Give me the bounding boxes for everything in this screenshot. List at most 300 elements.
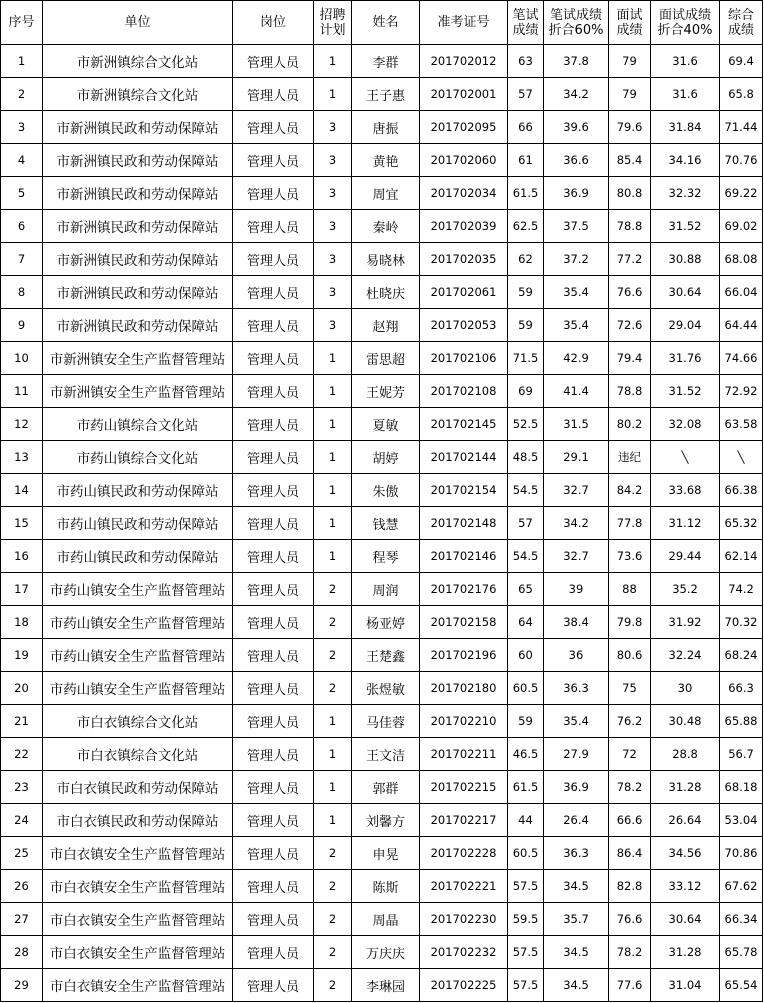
exam-id-cell: 201702060 (420, 144, 508, 177)
table-row (1, 474, 763, 507)
position-cell: 管理人员 (233, 672, 314, 705)
seq-cell: 18 (1, 606, 43, 639)
seq-cell: 10 (1, 342, 43, 375)
table-row (1, 936, 763, 969)
total-score-cell: 70.32 (720, 606, 763, 639)
written-60-cell: 37.2 (544, 243, 609, 276)
interview-40-cell: 30.64 (651, 903, 720, 936)
written-score-cell: 57.5 (508, 936, 544, 969)
seq-cell: 29 (1, 969, 43, 1002)
table-row (1, 276, 763, 309)
total-score-cell: 66.34 (720, 903, 763, 936)
unit-cell: 市新洲镇民政和劳动保障站 (43, 243, 233, 276)
written-60-cell: 35.4 (544, 276, 609, 309)
interview-40-cell: 30 (651, 672, 720, 705)
plan-cell: 1 (314, 771, 352, 804)
written-60-cell: 34.5 (544, 936, 609, 969)
exam-id-cell: 201702145 (420, 408, 508, 441)
total-score-cell: 72.92 (720, 375, 763, 408)
seq-cell: 1 (1, 45, 43, 78)
table-row (1, 144, 763, 177)
written-score-cell: 54.5 (508, 474, 544, 507)
header-total-line2: 成绩 (727, 22, 754, 38)
position-cell: 管理人员 (233, 111, 314, 144)
total-score-cell: 66.3 (720, 672, 763, 705)
position-cell: 管理人员 (233, 441, 314, 474)
written-score-cell: 66 (508, 111, 544, 144)
written-60-cell: 36.9 (544, 177, 609, 210)
written-score-cell: 65 (508, 573, 544, 606)
name-cell: 周晶 (352, 903, 420, 936)
written-60-cell: 35.4 (544, 705, 609, 738)
interview-40-cell: 31.04 (651, 969, 720, 1002)
plan-cell: 3 (314, 210, 352, 243)
table-row (1, 540, 763, 573)
position-cell: 管理人员 (233, 639, 314, 672)
seq-cell: 24 (1, 804, 43, 837)
written-60-cell: 27.9 (544, 738, 609, 771)
plan-cell: 1 (314, 705, 352, 738)
total-score-cell: 71.44 (720, 111, 763, 144)
plan-cell: 1 (314, 738, 352, 771)
exam-id-cell: 201702228 (420, 837, 508, 870)
written-60-cell: 34.5 (544, 870, 609, 903)
interview-40-cell: 31.52 (651, 210, 720, 243)
position-cell: 管理人员 (233, 903, 314, 936)
header-total-line1: 综合 (727, 7, 754, 23)
table-row (1, 837, 763, 870)
name-cell: 秦岭 (352, 210, 420, 243)
total-score-cell: 64.44 (720, 309, 763, 342)
unit-cell: 市白衣镇安全生产监督管理站 (43, 903, 233, 936)
header-written-line1: 笔试 (512, 7, 539, 23)
unit-cell: 市药山镇民政和劳动保障站 (43, 540, 233, 573)
interview-score-cell: 80.6 (609, 639, 651, 672)
exam-id-cell: 201702095 (420, 111, 508, 144)
interview-score-cell: 88 (609, 573, 651, 606)
plan-cell: 2 (314, 672, 352, 705)
exam-id-cell: 201702221 (420, 870, 508, 903)
interview-score-cell: 73.6 (609, 540, 651, 573)
unit-cell: 市白衣镇安全生产监督管理站 (43, 936, 233, 969)
header-interview-40-line1: 面试成绩 (658, 7, 711, 23)
plan-cell: 2 (314, 639, 352, 672)
header-seq: 序号 (1, 1, 43, 45)
unit-cell: 市白衣镇民政和劳动保障站 (43, 804, 233, 837)
interview-score-cell: 77.2 (609, 243, 651, 276)
exam-id-cell: 201702225 (420, 969, 508, 1002)
exam-id-cell: 201702035 (420, 243, 508, 276)
table-row (1, 969, 763, 1002)
total-score-cell: 65.88 (720, 705, 763, 738)
interview-40-cell: 32.32 (651, 177, 720, 210)
header-written-60 (544, 1, 609, 45)
plan-cell: 2 (314, 870, 352, 903)
table-row (1, 375, 763, 408)
total-score-cell: 66.04 (720, 276, 763, 309)
interview-score-cell: 85.4 (609, 144, 651, 177)
written-score-cell: 60.5 (508, 837, 544, 870)
interview-40-cell: 28.8 (651, 738, 720, 771)
unit-cell: 市新洲镇民政和劳动保障站 (43, 276, 233, 309)
unit-cell: 市新洲镇综合文化站 (43, 78, 233, 111)
position-cell: 管理人员 (233, 45, 314, 78)
written-60-cell: 41.4 (544, 375, 609, 408)
written-60-cell: 38.4 (544, 606, 609, 639)
total-score-cell: 56.7 (720, 738, 763, 771)
name-cell: 杨亚婷 (352, 606, 420, 639)
name-cell: 马佳蓉 (352, 705, 420, 738)
seq-cell: 12 (1, 408, 43, 441)
interview-40-cell: 31.6 (651, 45, 720, 78)
written-60-cell: 34.5 (544, 969, 609, 1002)
header-interview-line1: 面试 (616, 7, 643, 23)
unit-cell: 市新洲镇安全生产监督管理站 (43, 342, 233, 375)
interview-40-cell: 29.44 (651, 540, 720, 573)
written-60-cell: 36.3 (544, 837, 609, 870)
plan-cell: 2 (314, 837, 352, 870)
name-cell: 郭群 (352, 771, 420, 804)
plan-cell: 1 (314, 540, 352, 573)
exam-id-cell: 201702215 (420, 771, 508, 804)
name-cell: 张煜敏 (352, 672, 420, 705)
plan-cell: 1 (314, 804, 352, 837)
total-score-cell: 68.18 (720, 771, 763, 804)
header-total (720, 1, 763, 45)
interview-score-cell: 86.4 (609, 837, 651, 870)
position-cell: 管理人员 (233, 606, 314, 639)
name-cell: 黄艳 (352, 144, 420, 177)
interview-score-cell: 79 (609, 78, 651, 111)
total-score-cell: 65.32 (720, 507, 763, 540)
plan-cell: 1 (314, 474, 352, 507)
position-cell: 管理人员 (233, 276, 314, 309)
position-cell: 管理人员 (233, 408, 314, 441)
position-cell: 管理人员 (233, 870, 314, 903)
plan-cell: 3 (314, 243, 352, 276)
exam-id-cell: 201702034 (420, 177, 508, 210)
position-cell: 管理人员 (233, 375, 314, 408)
seq-cell: 26 (1, 870, 43, 903)
total-score-cell: 68.08 (720, 243, 763, 276)
table-row (1, 573, 763, 606)
unit-cell: 市白衣镇安全生产监督管理站 (43, 870, 233, 903)
seq-cell: 14 (1, 474, 43, 507)
plan-cell: 1 (314, 441, 352, 474)
interview-score-cell: 80.8 (609, 177, 651, 210)
name-cell: 王文洁 (352, 738, 420, 771)
name-cell: 朱傲 (352, 474, 420, 507)
position-cell: 管理人员 (233, 771, 314, 804)
unit-cell: 市白衣镇安全生产监督管理站 (43, 969, 233, 1002)
name-cell: 王妮芳 (352, 375, 420, 408)
seq-cell: 22 (1, 738, 43, 771)
total-score-cell: 69.4 (720, 45, 763, 78)
seq-cell: 25 (1, 837, 43, 870)
table-row (1, 78, 763, 111)
position-cell: 管理人员 (233, 243, 314, 276)
plan-cell: 3 (314, 177, 352, 210)
written-score-cell: 54.5 (508, 540, 544, 573)
interview-score-cell: 66.6 (609, 804, 651, 837)
table-row (1, 903, 763, 936)
seq-cell: 13 (1, 441, 43, 474)
interview-40-cell: 34.56 (651, 837, 720, 870)
written-score-cell: 59.5 (508, 903, 544, 936)
plan-cell: 1 (314, 507, 352, 540)
table-row (1, 738, 763, 771)
plan-cell: 1 (314, 342, 352, 375)
exam-id-cell: 201702001 (420, 78, 508, 111)
header-written-60-line2: 折合60% (548, 22, 604, 38)
written-60-cell: 32.7 (544, 540, 609, 573)
interview-score-cell: 78.8 (609, 375, 651, 408)
plan-cell: 1 (314, 375, 352, 408)
total-score-cell: 53.04 (720, 804, 763, 837)
written-score-cell: 62.5 (508, 210, 544, 243)
seq-cell: 16 (1, 540, 43, 573)
position-cell: 管理人员 (233, 342, 314, 375)
written-60-cell: 31.5 (544, 408, 609, 441)
plan-cell: 2 (314, 903, 352, 936)
written-score-cell: 44 (508, 804, 544, 837)
total-score-cell: 70.86 (720, 837, 763, 870)
table-row (1, 606, 763, 639)
header-interview-line2: 成绩 (616, 22, 643, 38)
total-score-cell: ╲ (720, 441, 763, 474)
written-score-cell: 61.5 (508, 177, 544, 210)
interview-40-cell: 34.16 (651, 144, 720, 177)
position-cell: 管理人员 (233, 507, 314, 540)
interview-40-cell: 31.28 (651, 771, 720, 804)
total-score-cell: 65.78 (720, 936, 763, 969)
interview-40-cell: 31.84 (651, 111, 720, 144)
unit-cell: 市新洲镇民政和劳动保障站 (43, 144, 233, 177)
written-60-cell: 36.6 (544, 144, 609, 177)
name-cell: 周宜 (352, 177, 420, 210)
interview-40-cell: ╲ (651, 441, 720, 474)
exam-id-cell: 201702106 (420, 342, 508, 375)
seq-cell: 4 (1, 144, 43, 177)
unit-cell: 市白衣镇安全生产监督管理站 (43, 837, 233, 870)
interview-score-cell: 违纪 (609, 441, 651, 474)
position-cell: 管理人员 (233, 573, 314, 606)
interview-score-cell: 79.8 (609, 606, 651, 639)
header-plan-line1: 招聘 (319, 7, 346, 23)
exam-id-cell: 201702146 (420, 540, 508, 573)
written-60-cell: 35.4 (544, 309, 609, 342)
unit-cell: 市白衣镇民政和劳动保障站 (43, 771, 233, 804)
seq-cell: 27 (1, 903, 43, 936)
header-interview-40 (651, 1, 720, 45)
position-cell: 管理人员 (233, 144, 314, 177)
written-60-cell: 29.1 (544, 441, 609, 474)
position-cell: 管理人员 (233, 804, 314, 837)
table-row (1, 243, 763, 276)
seq-cell: 2 (1, 78, 43, 111)
seq-cell: 20 (1, 672, 43, 705)
table-row (1, 309, 763, 342)
table-header (1, 1, 763, 45)
plan-cell: 2 (314, 969, 352, 1002)
position-cell: 管理人员 (233, 738, 314, 771)
plan-cell: 3 (314, 111, 352, 144)
table-row (1, 639, 763, 672)
exam-id-cell: 201702232 (420, 936, 508, 969)
name-cell: 王子惠 (352, 78, 420, 111)
interview-score-cell: 78.2 (609, 771, 651, 804)
unit-cell: 市白衣镇综合文化站 (43, 738, 233, 771)
total-score-cell: 74.66 (720, 342, 763, 375)
seq-cell: 6 (1, 210, 43, 243)
seq-cell: 15 (1, 507, 43, 540)
written-60-cell: 36 (544, 639, 609, 672)
position-cell: 管理人员 (233, 474, 314, 507)
exam-id-cell: 201702061 (420, 276, 508, 309)
interview-40-cell: 31.52 (651, 375, 720, 408)
written-60-cell: 37.8 (544, 45, 609, 78)
plan-cell: 2 (314, 936, 352, 969)
exam-id-cell: 201702012 (420, 45, 508, 78)
written-score-cell: 57.5 (508, 969, 544, 1002)
interview-score-cell: 79 (609, 45, 651, 78)
table-row (1, 705, 763, 738)
interview-40-cell: 30.48 (651, 705, 720, 738)
exam-id-cell: 201702154 (420, 474, 508, 507)
name-cell: 陈斯 (352, 870, 420, 903)
exam-id-cell: 201702180 (420, 672, 508, 705)
plan-cell: 3 (314, 309, 352, 342)
seq-cell: 21 (1, 705, 43, 738)
total-score-cell: 70.76 (720, 144, 763, 177)
table-row (1, 111, 763, 144)
plan-cell: 3 (314, 144, 352, 177)
unit-cell: 市药山镇安全生产监督管理站 (43, 672, 233, 705)
unit-cell: 市药山镇民政和劳动保障站 (43, 474, 233, 507)
interview-40-cell: 29.04 (651, 309, 720, 342)
exam-id-cell: 201702148 (420, 507, 508, 540)
unit-cell: 市新洲镇安全生产监督管理站 (43, 375, 233, 408)
name-cell: 杜晓庆 (352, 276, 420, 309)
exam-id-cell: 201702144 (420, 441, 508, 474)
interview-score-cell: 79.4 (609, 342, 651, 375)
written-60-cell: 39 (544, 573, 609, 606)
unit-cell: 市新洲镇民政和劳动保障站 (43, 177, 233, 210)
total-score-cell: 65.8 (720, 78, 763, 111)
interview-score-cell: 76.2 (609, 705, 651, 738)
name-cell: 周润 (352, 573, 420, 606)
interview-score-cell: 78.2 (609, 936, 651, 969)
total-score-cell: 63.58 (720, 408, 763, 441)
table-row (1, 804, 763, 837)
seq-cell: 23 (1, 771, 43, 804)
plan-cell: 1 (314, 78, 352, 111)
written-score-cell: 57 (508, 507, 544, 540)
name-cell: 夏敏 (352, 408, 420, 441)
exam-id-cell: 201702217 (420, 804, 508, 837)
written-score-cell: 63 (508, 45, 544, 78)
unit-cell: 市新洲镇民政和劳动保障站 (43, 210, 233, 243)
total-score-cell: 66.38 (720, 474, 763, 507)
position-cell: 管理人员 (233, 936, 314, 969)
interview-40-cell: 33.68 (651, 474, 720, 507)
unit-cell: 市药山镇安全生产监督管理站 (43, 573, 233, 606)
header-interview-40-line2: 折合40% (657, 22, 713, 38)
position-cell: 管理人员 (233, 309, 314, 342)
seq-cell: 9 (1, 309, 43, 342)
written-score-cell: 52.5 (508, 408, 544, 441)
written-score-cell: 71.5 (508, 342, 544, 375)
seq-cell: 11 (1, 375, 43, 408)
interview-score-cell: 80.2 (609, 408, 651, 441)
interview-40-cell: 31.6 (651, 78, 720, 111)
interview-score-cell: 76.6 (609, 903, 651, 936)
table-row (1, 408, 763, 441)
written-score-cell: 46.5 (508, 738, 544, 771)
header-interview (609, 1, 651, 45)
written-60-cell: 39.6 (544, 111, 609, 144)
written-60-cell: 34.2 (544, 507, 609, 540)
plan-cell: 2 (314, 606, 352, 639)
header-written-line2: 成绩 (512, 22, 539, 38)
interview-score-cell: 76.6 (609, 276, 651, 309)
interview-score-cell: 72.6 (609, 309, 651, 342)
interview-score-cell: 75 (609, 672, 651, 705)
unit-cell: 市药山镇民政和劳动保障站 (43, 507, 233, 540)
written-score-cell: 48.5 (508, 441, 544, 474)
unit-cell: 市新洲镇民政和劳动保障站 (43, 309, 233, 342)
seq-cell: 8 (1, 276, 43, 309)
name-cell: 雷思超 (352, 342, 420, 375)
total-score-cell: 68.24 (720, 639, 763, 672)
position-cell: 管理人员 (233, 177, 314, 210)
position-cell: 管理人员 (233, 969, 314, 1002)
plan-cell: 1 (314, 45, 352, 78)
plan-cell: 2 (314, 573, 352, 606)
interview-40-cell: 26.64 (651, 804, 720, 837)
header-unit: 单位 (43, 1, 233, 45)
unit-cell: 市药山镇安全生产监督管理站 (43, 639, 233, 672)
position-cell: 管理人员 (233, 705, 314, 738)
position-cell: 管理人员 (233, 540, 314, 573)
unit-cell: 市药山镇综合文化站 (43, 408, 233, 441)
table-body (1, 45, 763, 1002)
exam-id-cell: 201702176 (420, 573, 508, 606)
name-cell: 刘馨方 (352, 804, 420, 837)
table-row (1, 672, 763, 705)
exam-id-cell: 201702211 (420, 738, 508, 771)
name-cell: 赵翔 (352, 309, 420, 342)
table-row (1, 771, 763, 804)
written-score-cell: 60.5 (508, 672, 544, 705)
interview-score-cell: 77.8 (609, 507, 651, 540)
interview-40-cell: 31.76 (651, 342, 720, 375)
total-score-cell: 69.22 (720, 177, 763, 210)
header-name: 姓名 (352, 1, 420, 45)
unit-cell: 市新洲镇民政和劳动保障站 (43, 111, 233, 144)
plan-cell: 3 (314, 276, 352, 309)
written-score-cell: 59 (508, 309, 544, 342)
table-row (1, 177, 763, 210)
interview-40-cell: 31.92 (651, 606, 720, 639)
total-score-cell: 62.14 (720, 540, 763, 573)
unit-cell: 市白衣镇综合文化站 (43, 705, 233, 738)
interview-40-cell: 33.12 (651, 870, 720, 903)
exam-id-cell: 201702108 (420, 375, 508, 408)
written-score-cell: 69 (508, 375, 544, 408)
plan-cell: 1 (314, 408, 352, 441)
total-score-cell: 74.2 (720, 573, 763, 606)
